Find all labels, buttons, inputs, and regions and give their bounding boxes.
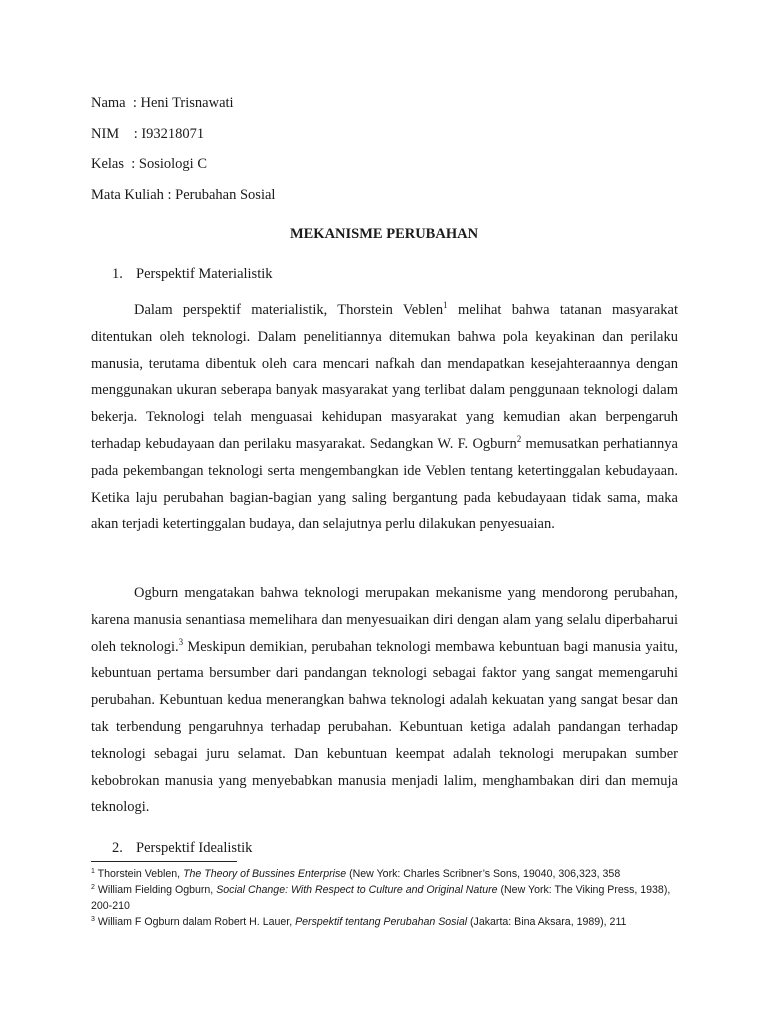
mata-kuliah-value: : Perubahan Sosial: [167, 187, 276, 203]
footnote-3: [91, 914, 686, 930]
section-1-title: Perspektif Materialistik: [136, 266, 273, 282]
header-mata-kuliah: [91, 186, 275, 204]
footnote-1-title: The Theory of Bussines Enterprise: [183, 868, 347, 880]
footnote-3-publication: (Jakarta: Bina Aksara, 1989), 211: [467, 916, 627, 928]
footnote-1-number: 1: [91, 868, 95, 875]
mata-kuliah-label: Mata Kuliah: [91, 187, 168, 203]
header-nim: [91, 125, 204, 143]
kelas-label: Kelas: [91, 156, 132, 172]
footnote-1-publication: (New York: Charles Scribner’s Sons, 19040, 306,323, 358: [346, 868, 621, 880]
footnote-2-number: 2: [91, 884, 95, 891]
footnote-ref-3: 3: [178, 636, 184, 647]
header-nama: [91, 94, 234, 112]
section-1-paragraph-2: [91, 580, 678, 821]
footnote-2-publication: (New York: The Viking Press, 1938), 200-210: [91, 884, 671, 912]
footnote-separator: [91, 861, 237, 862]
footnote-2-title: Social Change: With Respect to Culture and Original Nature: [216, 884, 498, 896]
header-kelas: [91, 155, 207, 173]
footnote-ref-1: 1: [443, 300, 448, 310]
para1-text-b: melihat bahwa tatanan masyarakat ditentukan oleh teknologi. Dalam penelitiannya ditemukan bahwa pola keyakinan dan perilaku manusia, terutama dibentuk oleh cara mencari nafkah dan mendapatkan kesejahteraannya dengan menggunakan ukuran seberapa banyak masyarakat yang terlibat dalam penggunaan teknologi dalam bekerja. Teknologi telah menguasai kehidupan masyarakat yang kemudian akan berpengaruh terhadap kebudayaan dan perilaku masyarakat. Sedangkan W. F. Ogburn: [91, 302, 679, 452]
section-2-title: Perspektif Idealistik: [136, 840, 253, 856]
section-1-paragraph-1: [91, 297, 678, 538]
section-2-heading: [112, 839, 252, 857]
footnotes: [91, 866, 686, 930]
nama-value: : Heni Trisnawati: [132, 95, 234, 111]
nim-value: : I93218071: [133, 126, 205, 142]
nim-label: NIM: [91, 126, 134, 142]
nama-label: Nama: [91, 95, 133, 111]
para1-text-c: memusatkan perhatiannya pada pekembangan teknologi serta mengembangkan ide Veblen tentang ketertinggalan kebudayaan. Ketika laju perubahan bagian-bagian yang saling bergantung pada kebudayaan tidak sama, maka akan terjadi ketertinggalan budaya, dan selajutnya perlu dilakukan penyesuaian.: [91, 435, 678, 533]
section-1-number: 1.: [112, 266, 123, 282]
footnote-2: [91, 882, 686, 914]
section-2-number: 2.: [112, 840, 123, 856]
footnote-1: [91, 866, 686, 882]
footnote-3-author: William F Ogburn dalam Robert H. Lauer,: [94, 916, 296, 928]
document-title: MEKANISME PERUBAHAN: [289, 226, 479, 242]
para1-text-a: Dalam perspektif materialistik, Thorstein Veblen: [134, 302, 444, 318]
para2-text-a: Ogburn mengatakan bahwa teknologi merupakan mekanisme yang mendorong perubahan, karena manusia senantiasa memelihara dan menyesuaikan diri dengan alam yang selalu diperbaharui oleh teknologi.: [91, 585, 678, 655]
footnote-2-author: William Fielding Ogburn,: [94, 884, 217, 896]
section-1-heading: [112, 265, 273, 283]
footnote-1-author: Thorstein Veblen,: [94, 868, 184, 880]
footnote-3-title: Perspektif tentang Perubahan Sosial: [295, 916, 468, 928]
footnote-3-number: 3: [91, 916, 95, 923]
footnote-ref-2: 2: [516, 433, 522, 444]
para2-text-b: Meskipun demikian, perubahan teknologi membawa kebuntuan bagi manusia yaitu, kebuntuan pertama bersumber dari pandangan teknologi sebagai faktor yang sangat memengaruhi perubahan. Kebuntuan kedua menerangkan bahwa teknologi adalah kekuatan yang sangat besar dan tak terbendung pengaruhnya terhadap perubahan. Kebuntuan ketiga adalah pandangan terhadap teknologi sebagai juru selamat. Dan kebuntuan keempat adalah teknologi merupakan sumber kebobrokan manusia yang menyebabkan manusia menjadi lalim, menghambakan diri dan memuja teknologi.: [91, 638, 678, 816]
kelas-value: : Sosiologi C: [131, 156, 208, 172]
